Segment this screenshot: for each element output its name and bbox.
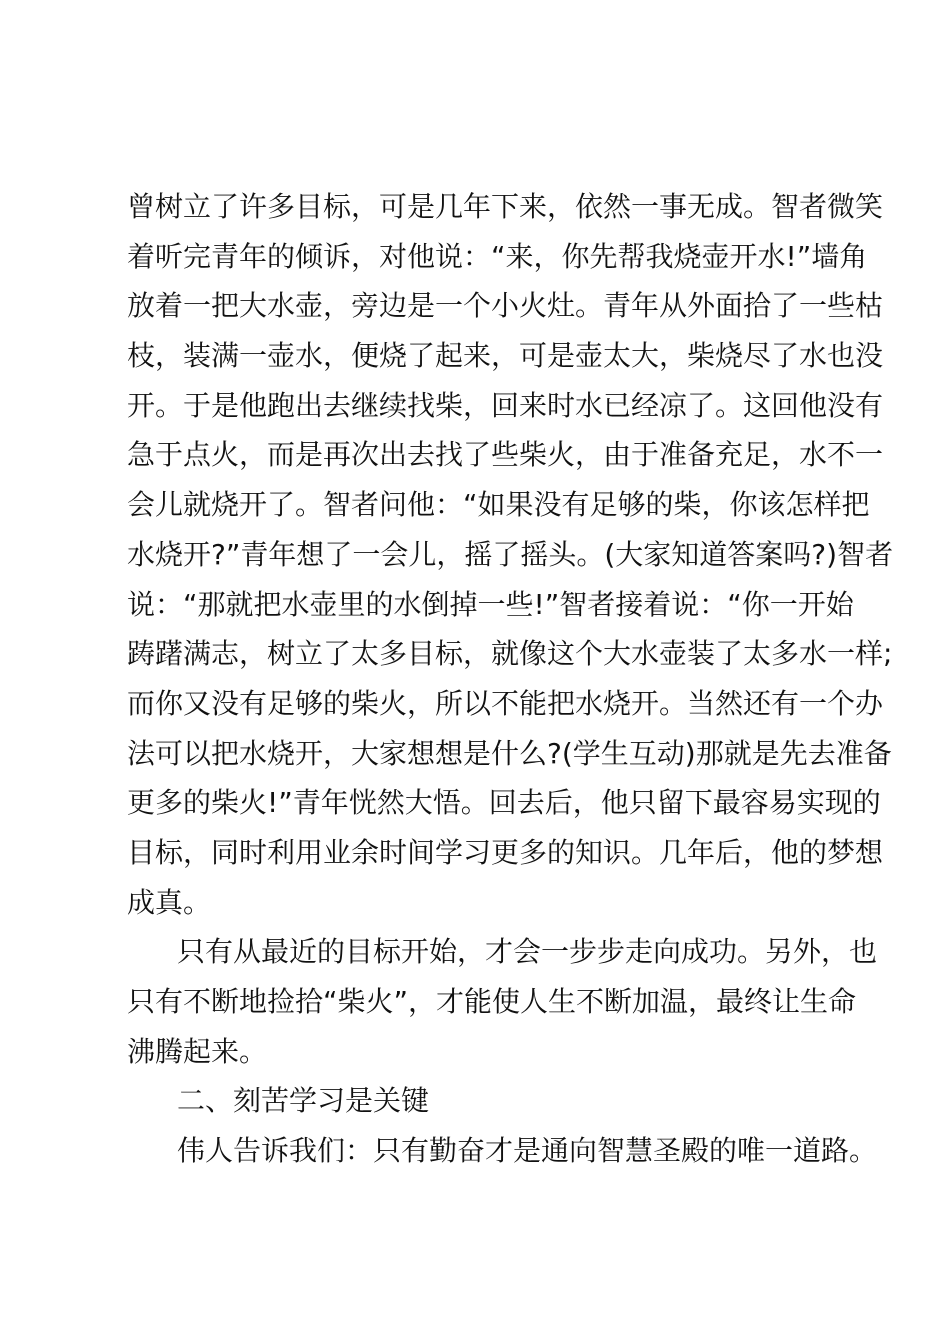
text-line: 目标，同时利用业余时间学习更多的知识。几年后，他的梦想 <box>127 835 884 869</box>
text-line: 水烧开?”青年想了一会儿，摇了摇头。(大家知道答案吗?)智者 <box>127 537 894 571</box>
text-line: 成真。 <box>127 885 212 919</box>
text-line: 更多的柴火!”青年恍然大悟。回去后，他只留下最容易实现的 <box>127 786 881 820</box>
text-line: 曾树立了许多目标，可是几年下来，依然一事无成。智者微笑 <box>127 190 884 223</box>
text-line: 踌躇满志，树立了太多目标，就像这个大水壶装了太多水一样; <box>127 637 893 671</box>
paragraph-story <box>127 182 894 927</box>
text-line: 伟人告诉我们：只有勤奋才是通向智慧圣殿的唯一道路。 <box>177 1134 878 1168</box>
text-line: 沸腾起来。 <box>127 1034 268 1068</box>
text-line: 而你又没有足够的柴火，所以不能把水烧开。当然还有一个办 <box>127 686 884 720</box>
text-line: 着听完青年的倾诉，对他说：“来，你先帮我烧壶开水!”墙角 <box>127 239 868 273</box>
section-heading <box>127 1076 835 1126</box>
text-line: 会儿就烧开了。智者问他：“如果没有足够的柴，你该怎样把 <box>127 488 870 522</box>
text-line: 只有不断地捡拾“柴火”，才能使人生不断加温，最终让生命 <box>127 985 857 1018</box>
paragraph-quote <box>127 1126 878 1176</box>
heading-text: 二、刻苦学习是关键 <box>177 1084 430 1118</box>
text-line: 法可以把水烧开，大家想想是什么?(学生互动)那就是先去准备 <box>127 736 892 770</box>
text-line: 放着一把大水壶，旁边是一个小火灶。青年从外面拾了一些枯 <box>127 289 884 323</box>
text-line: 开。于是他跑出去继续找柴，回来时水已经凉了。这回他没有 <box>127 388 884 422</box>
text-line: 急于点火，而是再次出去找了些柴火，由于准备充足，水不一 <box>127 438 884 472</box>
text-line: 只有从最近的目标开始，才会一步步走向成功。另外，也 <box>177 935 878 969</box>
text-line: 说：“那就把水壶里的水倒掉一些!”智者接着说：“你一开始 <box>127 587 854 621</box>
text-line: 枝，装满一壶水，便烧了起来，可是壶太大，柴烧尽了水也没 <box>127 339 884 373</box>
document-body <box>127 182 894 1176</box>
paragraph-conclusion <box>127 927 878 1076</box>
